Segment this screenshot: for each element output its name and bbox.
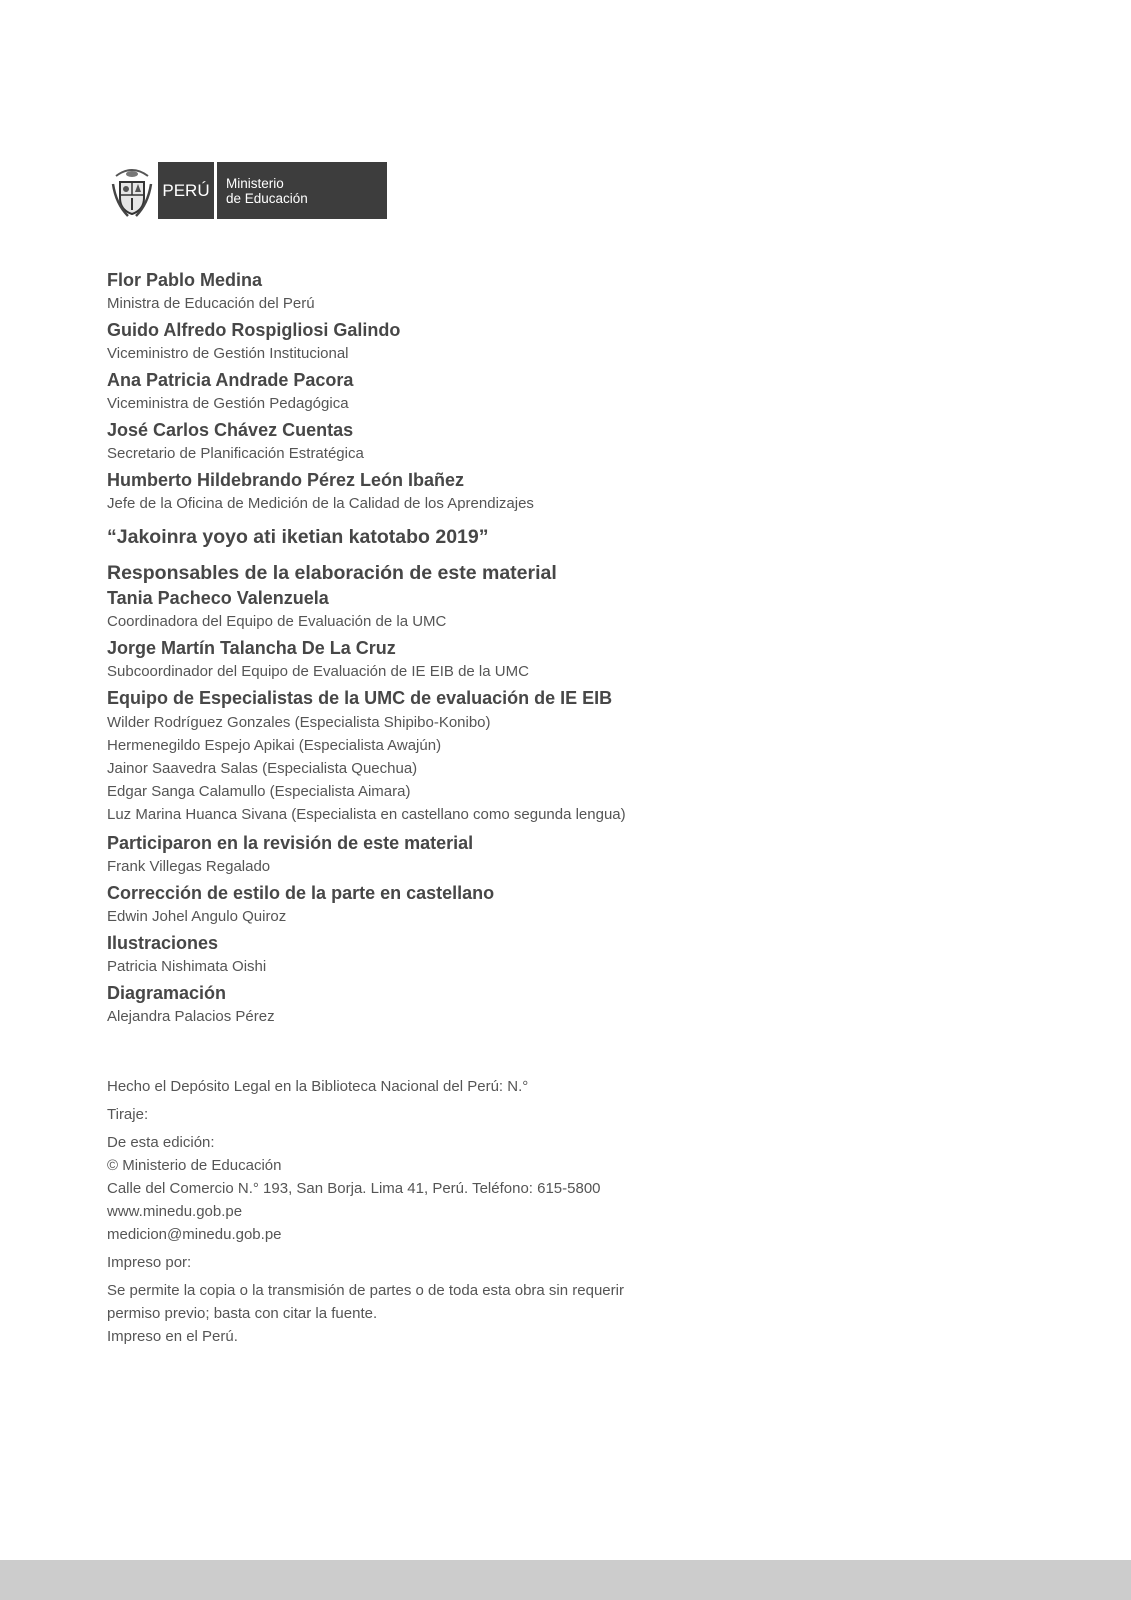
responsable-entry — [107, 636, 807, 682]
credit-entry — [107, 931, 807, 977]
logo-ministry-line2: de Educación — [226, 190, 308, 206]
authority-entry — [107, 368, 807, 414]
credit-entry — [107, 881, 807, 927]
credit-person: Alejandra Palacios Pérez — [107, 1008, 275, 1025]
impreso-en: Impreso en el Perú. — [107, 1328, 238, 1345]
authority-name: Ana Patricia Andrade Pacora — [107, 370, 354, 390]
edicion-label: De esta edición: — [107, 1134, 215, 1151]
authority-name: José Carlos Chávez Cuentas — [107, 420, 354, 440]
authority-name: Humberto Hildebrando Pérez León Ibañez — [107, 470, 465, 490]
credit-heading: Corrección de estilo de la parte en castellano — [107, 883, 495, 903]
impreso-por: Impreso por: — [107, 1254, 192, 1271]
authority-entry — [107, 268, 807, 314]
authority-entry — [107, 318, 807, 364]
responsable-name: Tania Pacheco Valenzuela — [107, 588, 329, 608]
equipo-heading: Equipo de Especialistas de la UMC de evaluación de IE EIB — [107, 688, 613, 708]
website: www.minedu.gob.pe — [107, 1203, 243, 1220]
credit-heading: Participaron en la revisión de este material — [107, 833, 474, 853]
responsables-heading: Responsables de la elaboración de este material — [107, 562, 557, 584]
equipo-member: Luz Marina Huanca Sivana (Especialista en castellano como segunda lengua) — [107, 806, 626, 823]
credit-entry — [107, 981, 807, 1027]
equipo-member: Jainor Saavedra Salas (Especialista Quechua) — [107, 760, 418, 777]
bottom-bar — [0, 1560, 1131, 1600]
credit-heading: Diagramación — [107, 983, 227, 1003]
authority-name: Flor Pablo Medina — [107, 270, 263, 290]
credit-person: Frank Villegas Regalado — [107, 858, 271, 875]
equipo-member: Hermenegildo Espejo Apikai (Especialista Awajún) — [107, 737, 442, 754]
responsable-name: Jorge Martín Talancha De La Cruz — [107, 638, 396, 658]
responsable-entry — [107, 586, 807, 632]
legal-footer — [107, 1075, 807, 1348]
authority-name: Guido Alfredo Rospigliosi Galindo — [107, 320, 401, 340]
credits-content — [107, 268, 807, 1031]
email: medicion@minedu.gob.pe — [107, 1226, 282, 1243]
responsable-role: Subcoordinador del Equipo de Evaluación de IE EIB de la UMC — [107, 663, 529, 680]
copyright: © Ministerio de Educación — [107, 1157, 282, 1174]
ministry-logo — [110, 162, 387, 219]
authority-role: Ministra de Educación del Perú — [107, 295, 315, 312]
authority-role: Jefe de la Oficina de Medición de la Calidad de los Aprendizajes — [107, 495, 534, 512]
credit-person: Edwin Johel Angulo Quiroz — [107, 908, 287, 925]
authority-role: Viceministra de Gestión Pedagógica — [107, 395, 349, 412]
tiraje: Tiraje: — [107, 1106, 149, 1123]
equipo-member: Edgar Sanga Calamullo (Especialista Aimara) — [107, 783, 411, 800]
logo-ministry-line1: Ministerio — [226, 175, 284, 191]
logo-country-label: PERÚ — [158, 162, 214, 219]
logo-ministry-label — [217, 162, 387, 219]
authority-entry — [107, 468, 807, 514]
authority-entry — [107, 418, 807, 464]
equipo-member: Wilder Rodríguez Gonzales (Especialista Shipibo-Konibo) — [107, 714, 491, 731]
credit-entry — [107, 831, 807, 877]
permiso-line1: Se permite la copia o la transmisión de partes o de toda esta obra sin requerir — [107, 1282, 624, 1299]
deposito-legal: Hecho el Depósito Legal en la Biblioteca Nacional del Perú: N.° — [107, 1078, 529, 1095]
credit-heading: Ilustraciones — [107, 933, 219, 953]
permiso-line2: permiso previo; basta con citar la fuente. — [107, 1305, 378, 1322]
authority-role: Viceministro de Gestión Institucional — [107, 345, 349, 362]
material-title: “Jakoinra yoyo ati iketian katotabo 2019” — [107, 526, 489, 548]
responsable-role: Coordinadora del Equipo de Evaluación de la UMC — [107, 613, 447, 630]
address: Calle del Comercio N.° 193, San Borja. Lima 41, Perú. Teléfono: 615-5800 — [107, 1180, 601, 1197]
authority-role: Secretario de Planificación Estratégica — [107, 445, 364, 462]
equipo-section — [107, 686, 807, 826]
credit-person: Patricia Nishimata Oishi — [107, 958, 267, 975]
coat-of-arms-icon — [110, 162, 154, 219]
